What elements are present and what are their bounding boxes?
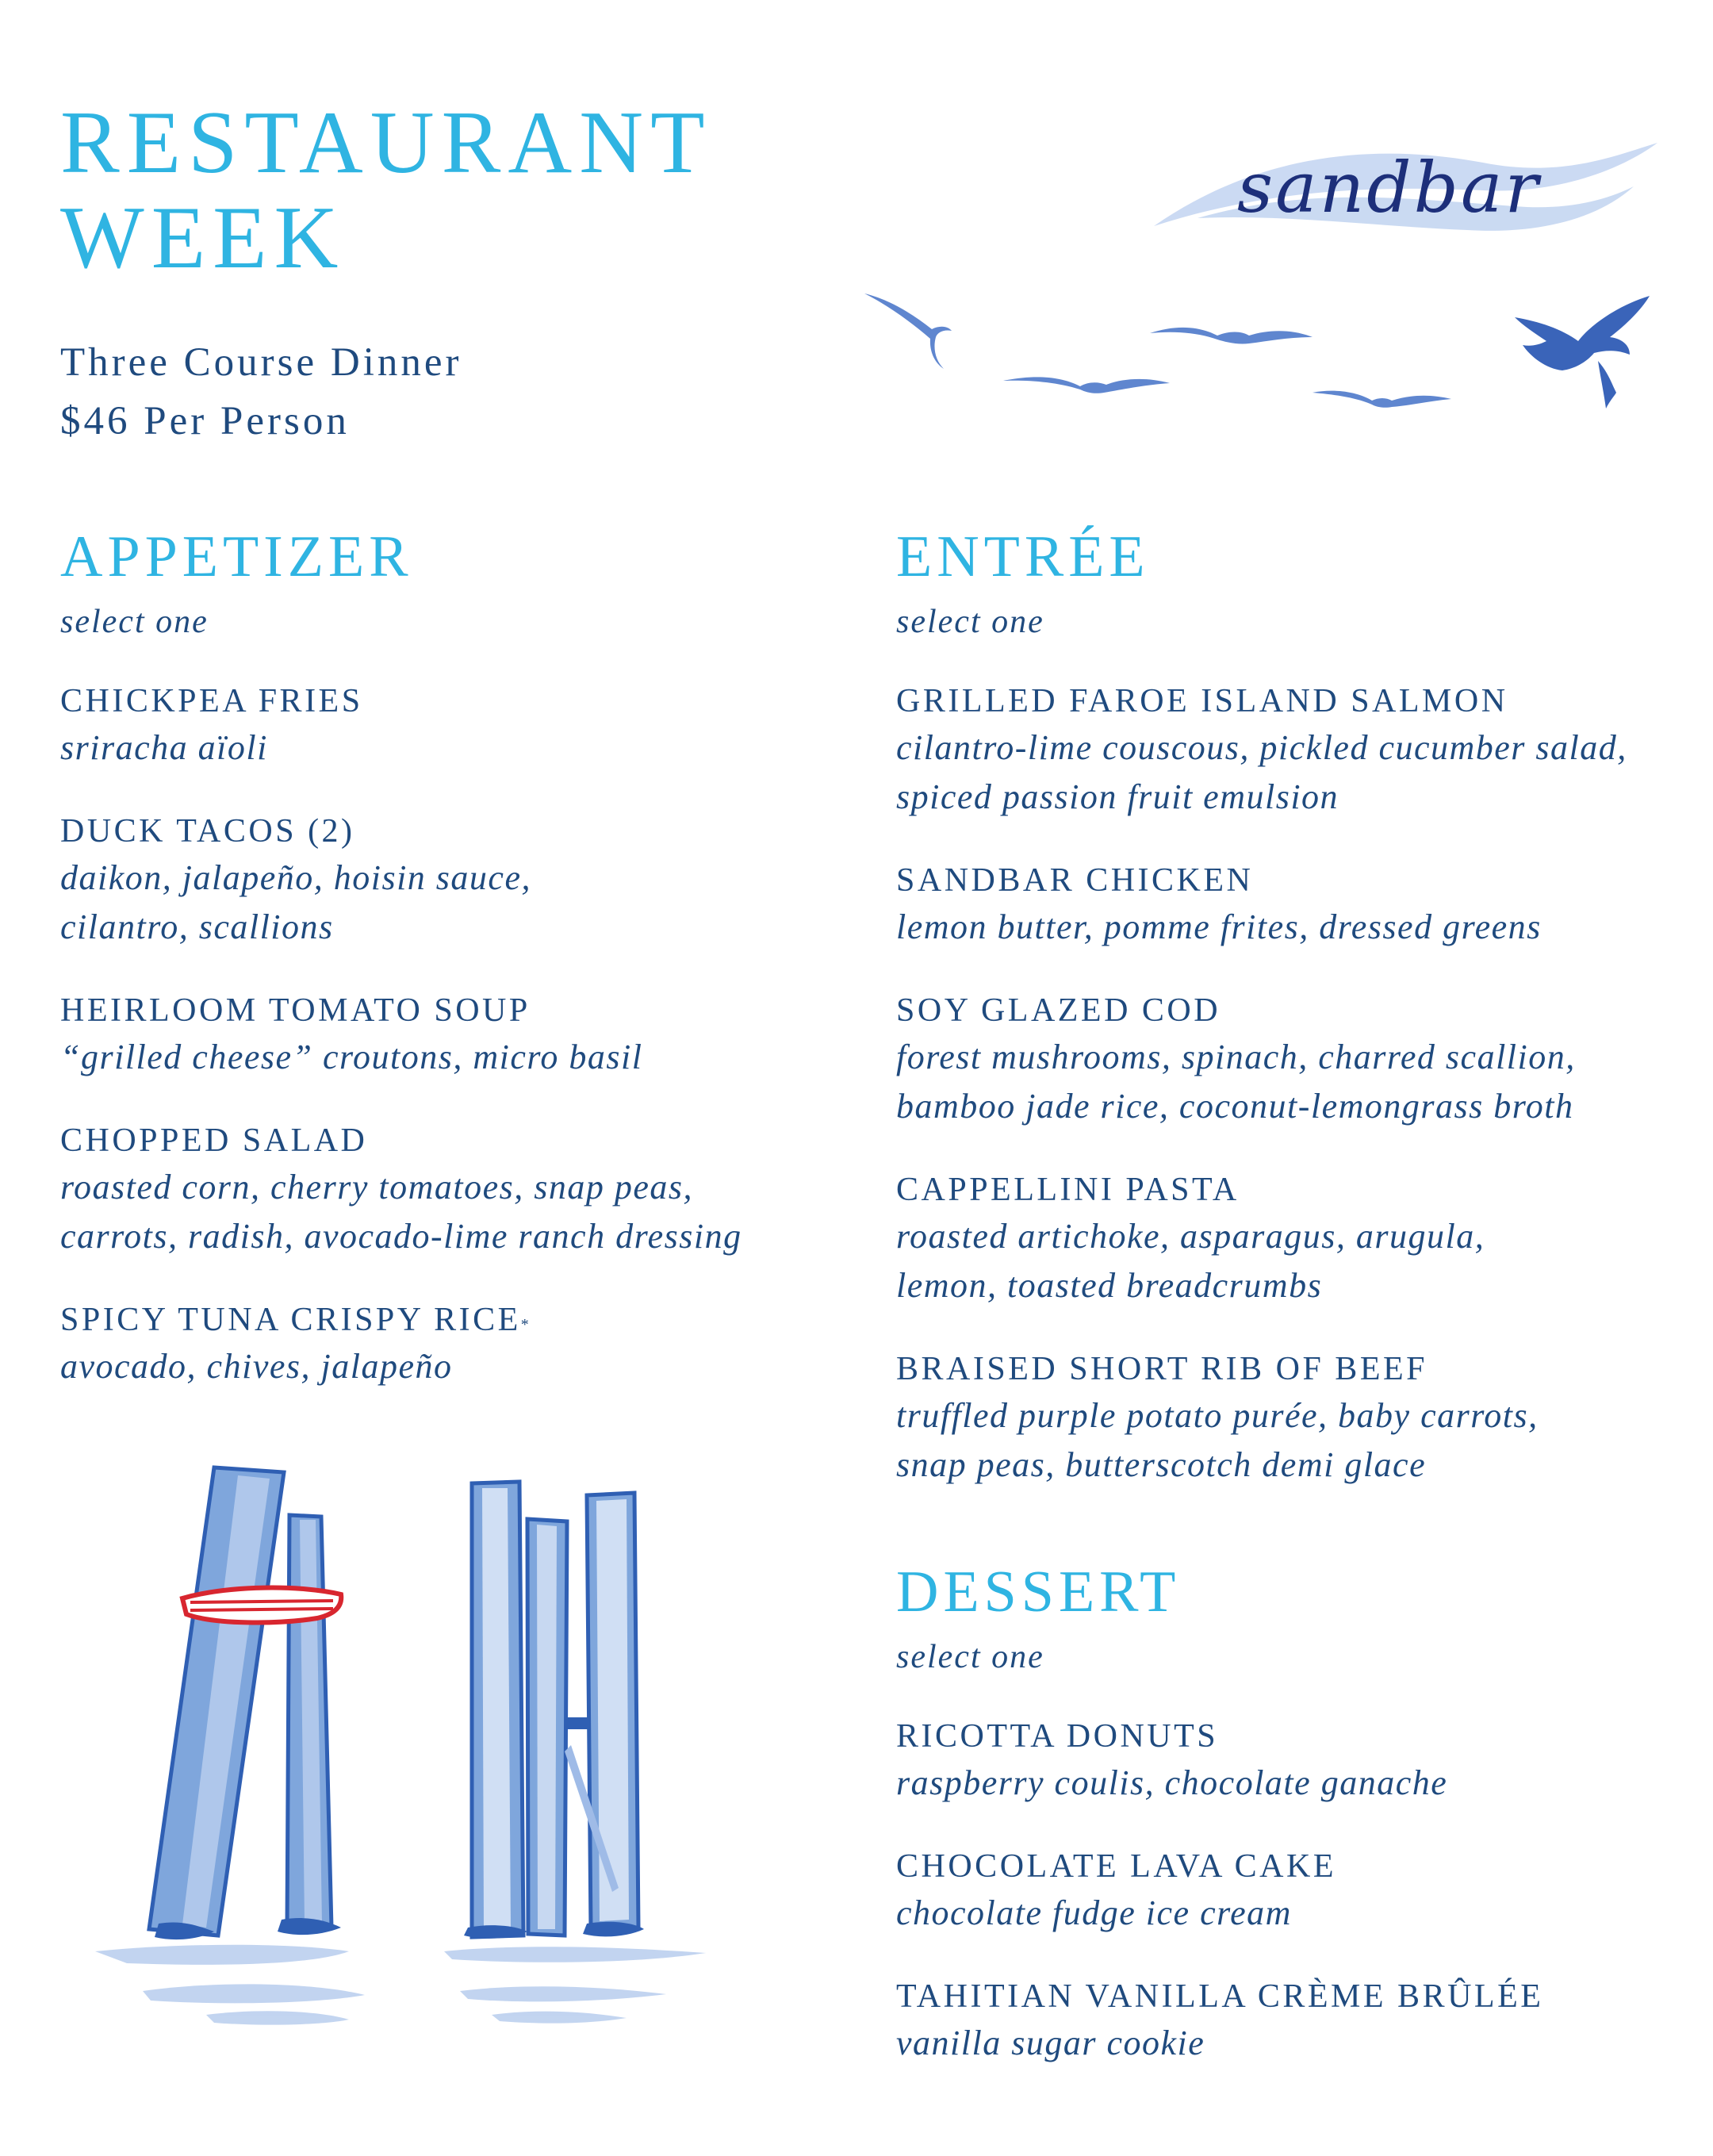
menu-item-description: roasted artichoke, asparagus, arugula, lemon, toasted breadcrumbs [896,1217,1485,1305]
menu-item [60,988,853,1082]
menu-item-description: lemon butter, pomme frites, dressed greens [896,907,1542,946]
menu-item [896,1714,1689,1808]
menu-item-description: truffled purple potato purée, baby carrots, snap peas, butterscotch demi glace [896,1396,1539,1484]
section-heading-appetizer: APPETIZER [60,524,413,589]
menu-item [896,679,1689,822]
subtitle-course-line: Three Course Dinner [60,340,462,385]
raw-item-marker: * [520,1316,532,1333]
menu-title [60,95,712,286]
menu-item-name: BRAISED SHORT RIB OF BEEF [896,1351,1428,1387]
sandbar-logo: sandbar [1237,147,1541,228]
menu-item [60,1298,853,1391]
section-heading-dessert: DESSERT [896,1559,1181,1625]
menu-item [896,858,1689,952]
menu-item-name: SPICY TUNA CRISPY RICE* [60,1302,532,1338]
subtitle-price-line: $46 Per Person [60,399,350,443]
menu-item-name: GRILLED FAROE ISLAND SALMON [896,683,1508,719]
menu-item-name: SOY GLAZED COD [896,992,1221,1029]
menu-item-description: chocolate fudge ice cream [896,1893,1292,1932]
seagulls-illustration [856,282,1713,428]
menu-item [896,1347,1689,1490]
menu-item-description: sriracha aïoli [60,728,268,767]
menu-item-description: avocado, chives, jalapeño [60,1347,453,1386]
select-note: select one [896,1639,1044,1675]
menu-item-description: vanilla sugar cookie [896,2024,1205,2062]
menu-item-name: RICOTTA DONUTS [896,1718,1219,1755]
menu-item [896,1168,1689,1310]
menu-item-description: forest mushrooms, spinach, charred scallion, bamboo jade rice, coconut-lemongrass broth [896,1038,1576,1126]
menu-item-description: daikon, jalapeño, hoisin sauce, cilantro, scallions [60,858,531,946]
menu-item-name: TAHITIAN VANILLA CRÈME BRÛLÉE [896,1978,1544,2015]
menu-item-name: DUCK TACOS (2) [60,813,355,850]
menu-item [60,809,853,952]
select-note: select one [896,604,1044,640]
menu-item [60,679,853,773]
menu-item-name: SANDBAR CHICKEN [896,862,1254,899]
menu-item-name: CHOPPED SALAD [60,1122,368,1159]
menu-item-name: CHOCOLATE LAVA CAKE [896,1848,1336,1885]
menu-item-description: “grilled cheese” croutons, micro basil [60,1038,643,1076]
menu-item [896,988,1689,1131]
menu-subtitle [60,333,462,451]
menu-item-name: CHICKPEA FRIES [60,683,363,719]
dock-pilings-illustration [79,1444,714,2047]
menu-item [896,1974,1689,2068]
appetizer-section [60,524,853,1391]
select-note: select one [60,604,209,640]
entree-section [896,524,1689,1490]
section-heading-entree: ENTRÉE [896,524,1150,589]
menu-item-description: roasted corn, cherry tomatoes, snap peas, carrots, radish, avocado-lime ranch dressing [60,1168,742,1256]
menu-item-name: HEIRLOOM TOMATO SOUP [60,992,531,1029]
dessert-section [896,1559,1689,2068]
title-line-2: WEEK [60,189,346,287]
menu-item [896,1844,1689,1938]
title-line-1: RESTAURANT [60,94,712,192]
menu-item [60,1118,853,1261]
menu-item-description: cilantro-lime couscous, pickled cucumber salad, spiced passion fruit emulsion [896,728,1627,816]
menu-item-name: CAPPELLINI PASTA [896,1172,1240,1208]
menu-item-description: raspberry coulis, chocolate ganache [896,1763,1448,1802]
